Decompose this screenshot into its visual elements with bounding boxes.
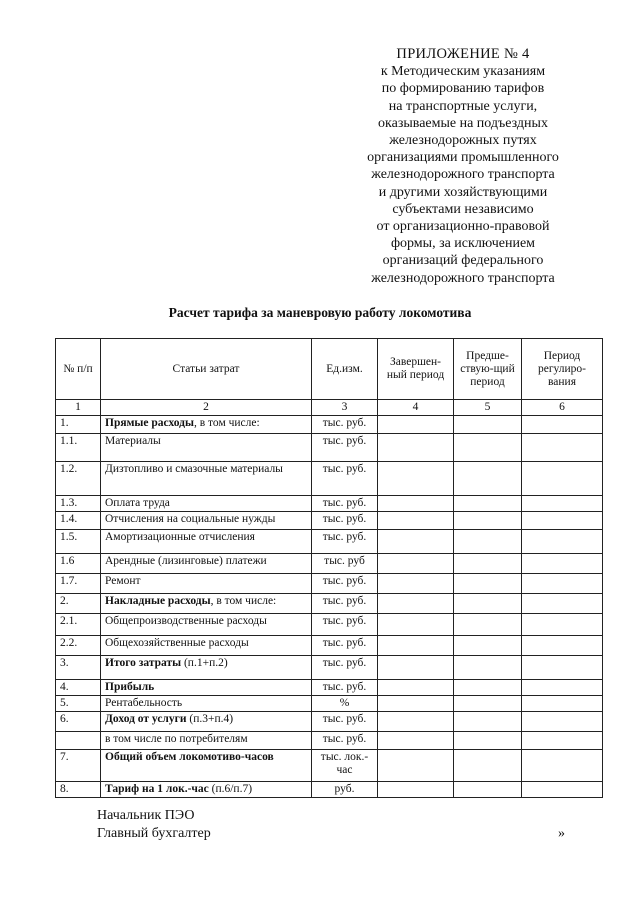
row-cost-item-text: , в том числе: [193,417,260,429]
row-cost-item-text: (п.1+п.2) [181,657,228,669]
row-previous-value[interactable] [454,614,522,636]
document-title: Расчет тарифа за маневровую работу локомотива [168,305,472,320]
row-previous-value[interactable] [454,530,522,554]
row-regulation-value[interactable] [522,614,603,636]
row-cost-item-text: Ремонт [105,575,141,587]
row-number: 1.1. [56,434,101,462]
row-number [56,732,101,750]
row-unit: тыс. руб. [312,434,378,462]
row-completed-value[interactable] [378,680,454,696]
appendix-line: формы, за исключением [390,236,536,252]
row-previous-value[interactable] [454,496,522,512]
row-cost-item [101,496,312,512]
row-number: 1. [56,416,101,434]
table-row [56,554,603,574]
row-cost-item-bold: Доход от услуги [105,713,187,725]
table-row [56,656,603,680]
row-cost-item [101,636,312,656]
column-number: 3 [312,400,378,416]
table-row [56,614,603,636]
table-row [56,496,603,512]
row-previous-value[interactable] [454,680,522,696]
table-row [56,696,603,712]
row-completed-value[interactable] [378,614,454,636]
row-unit: тыс. руб. [312,416,378,434]
row-number: 5. [56,696,101,712]
appendix-line: железнодорожного транспорта [371,270,555,286]
row-regulation-value[interactable] [522,462,603,496]
row-unit: тыс. руб. [312,656,378,680]
row-regulation-value[interactable] [522,554,603,574]
row-cost-item-text: Общехозяйственные расходы [105,637,249,649]
table-row [56,530,603,554]
row-number: 2.1. [56,614,101,636]
row-cost-item [101,416,312,434]
row-regulation-value[interactable] [522,656,603,680]
appendix-heading: ПРИЛОЖЕНИЕ № 4 [396,46,530,62]
row-completed-value[interactable] [378,636,454,656]
row-completed-value[interactable] [378,656,454,680]
row-number: 2.2. [56,636,101,656]
row-cost-item [101,750,312,782]
row-completed-value[interactable] [378,782,454,798]
row-completed-value[interactable] [378,416,454,434]
row-cost-item-text: Материалы [105,435,161,447]
row-completed-value[interactable] [378,594,454,614]
appendix-line: к Методическим указаниям [380,64,546,80]
row-cost-item [101,462,312,496]
row-regulation-value[interactable] [522,636,603,656]
table-row [56,782,603,798]
row-cost-item [101,732,312,750]
row-regulation-value[interactable] [522,594,603,614]
row-cost-item-text: Общепроизводственные расходы [105,615,267,627]
row-previous-value[interactable] [454,434,522,462]
row-regulation-value[interactable] [522,712,603,732]
row-regulation-value[interactable] [522,782,603,798]
row-number: 1.7. [56,574,101,594]
row-regulation-value[interactable] [522,496,603,512]
row-cost-item [101,680,312,696]
row-unit: тыс. руб. [312,594,378,614]
row-completed-value[interactable] [378,696,454,712]
table-row [56,594,603,614]
row-previous-value[interactable] [454,462,522,496]
row-number: 1.5. [56,530,101,554]
row-previous-value[interactable] [454,416,522,434]
row-number: 8. [56,782,101,798]
row-cost-item [101,530,312,554]
header-unit: Ед.изм. [312,339,378,400]
row-previous-value[interactable] [454,594,522,614]
row-completed-value[interactable] [378,750,454,782]
appendix-line: организациями промышленного [367,150,559,166]
row-cost-item [101,614,312,636]
column-number: 4 [378,400,454,416]
footer-chief-accountant: Главный бухгалтер [97,826,211,841]
row-cost-item-text: Отчисления на социальные нужды [105,513,276,525]
row-previous-value[interactable] [454,732,522,750]
row-regulation-value[interactable] [522,732,603,750]
row-cost-item-bold: Накладные расходы [105,595,211,607]
appendix-line: оказываемые на подъездных [378,115,548,131]
row-completed-value[interactable] [378,732,454,750]
row-previous-value[interactable] [454,512,522,530]
appendix-line: от организационно-правовой [376,219,550,235]
row-completed-value[interactable] [378,462,454,496]
table-row [56,434,603,462]
row-completed-value[interactable] [378,512,454,530]
row-cost-item-text: Рентабельность [105,697,183,709]
row-unit: тыс. лок.-час [312,750,378,782]
row-number: 1.6 [56,554,101,574]
row-cost-item [101,712,312,732]
row-regulation-value[interactable] [522,530,603,554]
row-unit: тыс. руб. [312,462,378,496]
column-number: 6 [522,400,603,416]
row-number: 1.3. [56,496,101,512]
table-row [56,732,603,750]
row-cost-item [101,512,312,530]
appendix-line: и другими хозяйствующими [378,184,548,200]
appendix-header [340,46,586,287]
row-cost-item-text: Оплата труда [105,497,170,509]
row-cost-item-text: (п.3+п.4) [186,713,234,725]
footer-head-of-economics: Начальник ПЭО [97,808,195,823]
header-previous-period: Предше-ствую-щий период [454,339,522,400]
table-row [56,636,603,656]
row-cost-item-bold: Прямые расходы [105,417,194,429]
table-row [56,680,603,696]
row-previous-value[interactable] [454,712,522,732]
appendix-line: организаций федерального [382,253,544,269]
row-unit: тыс. руб. [312,614,378,636]
row-cost-item-text: Амортизационные отчисления [105,531,255,543]
row-number: 1.2. [56,462,101,496]
row-cost-item [101,656,312,680]
row-completed-value[interactable] [378,554,454,574]
row-regulation-value[interactable] [522,416,603,434]
row-regulation-value[interactable] [522,680,603,696]
appendix-line: железнодорожного транспорта [371,167,555,183]
row-number: 7. [56,750,101,782]
tariff-table [55,338,603,798]
row-previous-value[interactable] [454,574,522,594]
row-cost-item-bold: Общий объем локомотиво-часов [105,751,274,763]
row-cost-item-bold: Тариф на 1 лок.-час [105,783,209,795]
row-unit: тыс. руб. [312,512,378,530]
header-regulation-period: Период регулиро-вания [522,339,603,400]
row-completed-value[interactable] [378,574,454,594]
table-row [56,416,603,434]
column-number: 5 [454,400,522,416]
row-unit: тыс. руб [312,554,378,574]
table-row [56,712,603,732]
row-cost-item-bold: Прибыль [105,681,155,693]
row-number: 3. [56,656,101,680]
column-number: 1 [56,400,101,416]
row-cost-item-text: , в том числе: [210,595,277,607]
row-cost-item [101,434,312,462]
row-number: 1.4. [56,512,101,530]
row-cost-item-text: (п.6/п.7) [208,783,253,795]
row-completed-value[interactable] [378,712,454,732]
row-regulation-value[interactable] [522,434,603,462]
row-unit: тыс. руб. [312,530,378,554]
appendix-line: по формированию тарифов [381,81,545,97]
header-cost-item: Статьи затрат [101,339,312,400]
row-unit: руб. [312,782,378,798]
row-cost-item [101,782,312,798]
table-row [56,462,603,496]
column-number: 2 [101,400,312,416]
row-cost-item [101,696,312,712]
row-cost-item-text: в том числе по потребителям [105,733,248,745]
row-number: 4. [56,680,101,696]
appendix-line: субъектами независимо [392,201,534,217]
header-completed-period: Завершен-ный период [378,339,454,400]
appendix-line: на транспортные услуги, [388,98,538,114]
footer-quote-mark: » [558,826,565,841]
row-completed-value[interactable] [378,434,454,462]
row-previous-value[interactable] [454,750,522,782]
row-previous-value[interactable] [454,782,522,798]
row-cost-item-text: Арендные (лизинговые) платежи [105,555,267,567]
row-unit: тыс. руб. [312,680,378,696]
row-unit: тыс. руб. [312,732,378,750]
row-cost-item [101,554,312,574]
row-cost-item [101,574,312,594]
header-num: № п/п [56,339,101,400]
row-previous-value[interactable] [454,636,522,656]
table-row [56,512,603,530]
row-unit: % [312,696,378,712]
row-cost-item-text: Дизтопливо и смазочные материалы [105,463,283,475]
row-regulation-value[interactable] [522,512,603,530]
row-number: 6. [56,712,101,732]
row-completed-value[interactable] [378,496,454,512]
row-unit: тыс. руб. [312,496,378,512]
row-unit: тыс. руб. [312,636,378,656]
row-cost-item-bold: Итого затраты [105,657,182,669]
row-cost-item [101,594,312,614]
row-completed-value[interactable] [378,530,454,554]
column-number-row [56,400,603,416]
row-previous-value[interactable] [454,656,522,680]
row-previous-value[interactable] [454,554,522,574]
row-unit: тыс. руб. [312,712,378,732]
row-unit: тыс. руб. [312,574,378,594]
table-row [56,574,603,594]
row-regulation-value[interactable] [522,574,603,594]
row-previous-value[interactable] [454,696,522,712]
table-row [56,750,603,782]
appendix-line: железнодорожных путях [389,133,537,149]
row-regulation-value[interactable] [522,696,603,712]
row-number: 2. [56,594,101,614]
row-regulation-value[interactable] [522,750,603,782]
